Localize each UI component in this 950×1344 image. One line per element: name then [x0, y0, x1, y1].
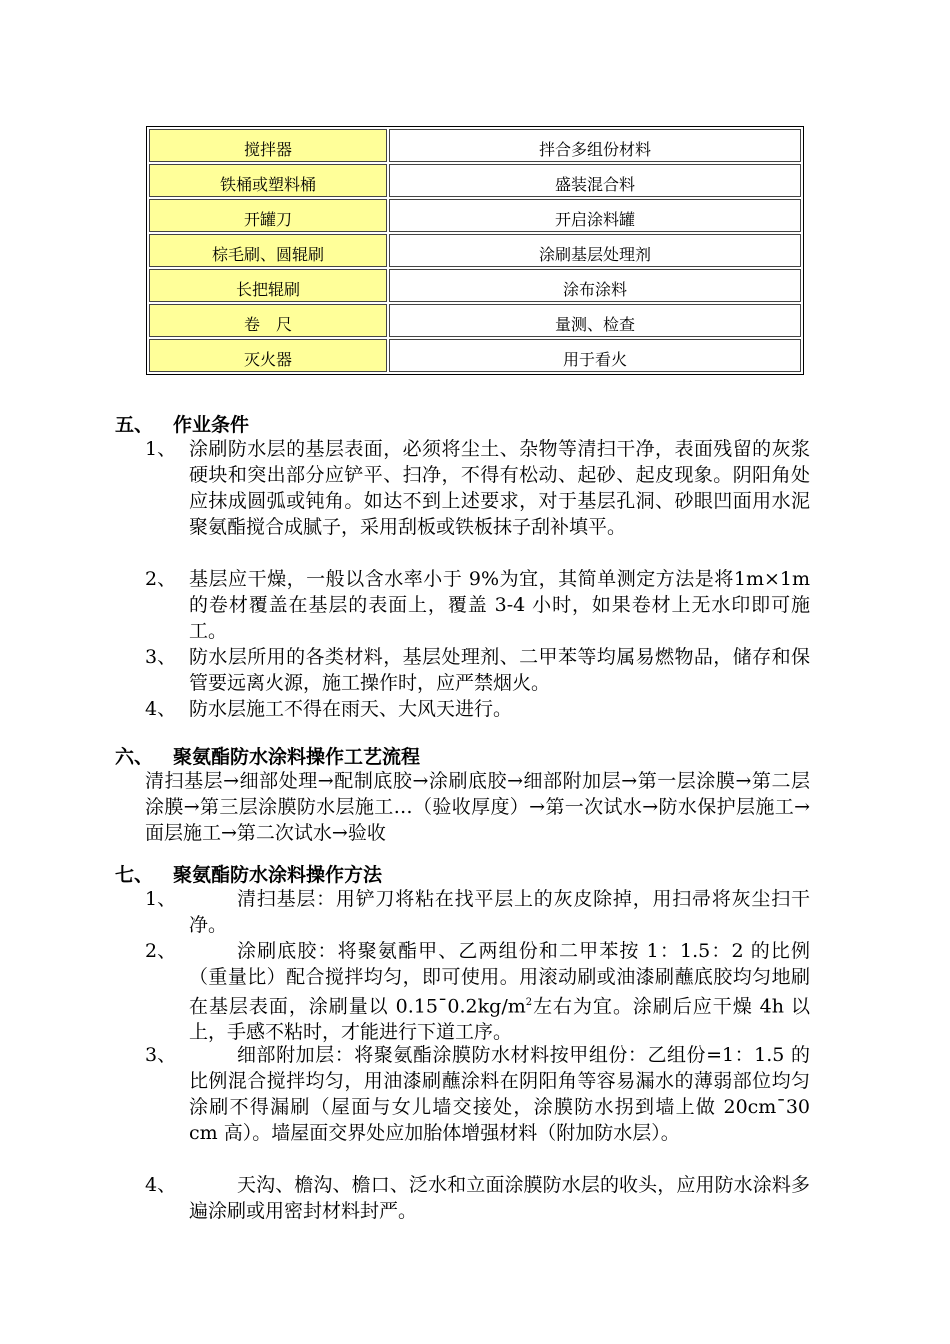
- use-cell: 用于看火: [389, 339, 801, 372]
- tool-cell: 开罐刀: [149, 199, 387, 232]
- use-cell: 涂刷基层处理剂: [389, 234, 801, 267]
- use-cell: 开启涂料罐: [389, 199, 801, 232]
- item-text: 涂刷底胶：将聚氨酯甲、乙两组份和二甲苯按 1：1.5：2 的比例（重量比）配合搅拌均匀，即可使用。用滚动刷或油漆刷蘸底胶均匀地刷在基层表面，涂刷量以 $0.15¯0.2kg/m^2$左右为宜。涂刷后应干燥 4h 以上，手感不粘时，才能进行下道工序。: [189, 940, 811, 1044]
- use-cell: 涂布涂料: [389, 269, 801, 302]
- list-item: 4、 防水层施工不得在雨天、大风天进行。: [145, 698, 513, 720]
- table-row: [149, 164, 801, 197]
- list-item: 1、 涂刷防水层的基层表面，必须将尘土、杂物等清扫干净，表面残留的灰浆硬块和突出部分应铲平、扫净，不得有松动、起砂、起皮现象。阴阳角处应抹成圆弧或钝角。如达不到上述要求，对于基层孔洞、砂眼凹面用水泥聚氨酯搅合成腻子，采用刮板或铁板抹子刮补填平。: [145, 438, 810, 538]
- table-row: [149, 269, 801, 302]
- section-6-heading: 六、 聚氨酯防水涂料操作工艺流程: [115, 746, 421, 768]
- table-row: [149, 339, 801, 372]
- tool-cell: 搅拌器: [149, 129, 387, 162]
- section-5-heading: 五、 作业条件: [115, 414, 250, 436]
- tools-table: [146, 126, 804, 375]
- tool-cell: 铁桶或塑料桶: [149, 164, 387, 197]
- list-item: 4、 天沟、檐沟、檐口、泛水和立面涂膜防水层的收头，应用防水涂料多遍涂刷或用密封材料封严。: [145, 1174, 810, 1222]
- list-item: 2、 基层应干燥，一般以含水率小于 9%为宜，其简单测定方法是将1m×1m的卷材覆盖在基层的表面上，覆盖 3-4 小时，如果卷材上无水印即可施工。: [145, 568, 810, 642]
- list-item: 2、 涂刷底胶：将聚氨酯甲、乙两组份和二甲苯按 1：1.5：2 的比例（重量比）配合搅拌均匀，即可使用。用滚动刷或油漆刷蘸底胶均匀地刷在基层表面，涂刷量以 $0.15¯0.2kg/m^2$左右为宜。涂刷后应干燥 4h 以上，手感不粘时，才能进行下道工序。: [145, 940, 811, 1044]
- process-flow: 清扫基层→细部处理→配制底胶→涂刷底胶→细部附加层→第一层涂膜→第二层涂膜→第三层涂膜防水层施工…（验收厚度）→第一次试水→防水保护层施工→面层施工→第二次试水→验收: [145, 770, 810, 844]
- table-row: [149, 234, 801, 267]
- list-item: 3、 防水层所用的各类材料，基层处理剂、二甲苯等均属易燃物品，储存和保管要远离火源，施工操作时，应严禁烟火。: [145, 646, 810, 694]
- use-cell: 盛装混合料: [389, 164, 801, 197]
- tool-cell: 棕毛刷、圆辊刷: [149, 234, 387, 267]
- tool-cell: 卷 尺: [149, 304, 387, 337]
- section-7-heading: 七、 聚氨酯防水涂料操作方法: [115, 864, 383, 886]
- tool-cell: 长把辊刷: [149, 269, 387, 302]
- table-row: [149, 129, 801, 162]
- table-row: [149, 304, 801, 337]
- table-row: [149, 199, 801, 232]
- list-item: 3、 细部附加层：将聚氨酯涂膜防水材料按甲组份：乙组份=1：1.5 的比例混合搅拌均匀，用油漆刷蘸涂料在阴阳角等容易漏水的薄弱部位均匀涂刷不得漏刷（屋面与女儿墙交接处，涂膜防水拐到墙上做 20cm¯30 cm 高）。墙屋面交界处应加胎体增强材料（附加防水层）。: [145, 1044, 810, 1144]
- use-cell: 量测、检查: [389, 304, 801, 337]
- list-item: 1、 清扫基层：用铲刀将粘在找平层上的灰皮除掉，用扫帚将灰尘扫干净。: [145, 888, 810, 936]
- tool-cell: 灭火器: [149, 339, 387, 372]
- use-cell: 拌合多组份材料: [389, 129, 801, 162]
